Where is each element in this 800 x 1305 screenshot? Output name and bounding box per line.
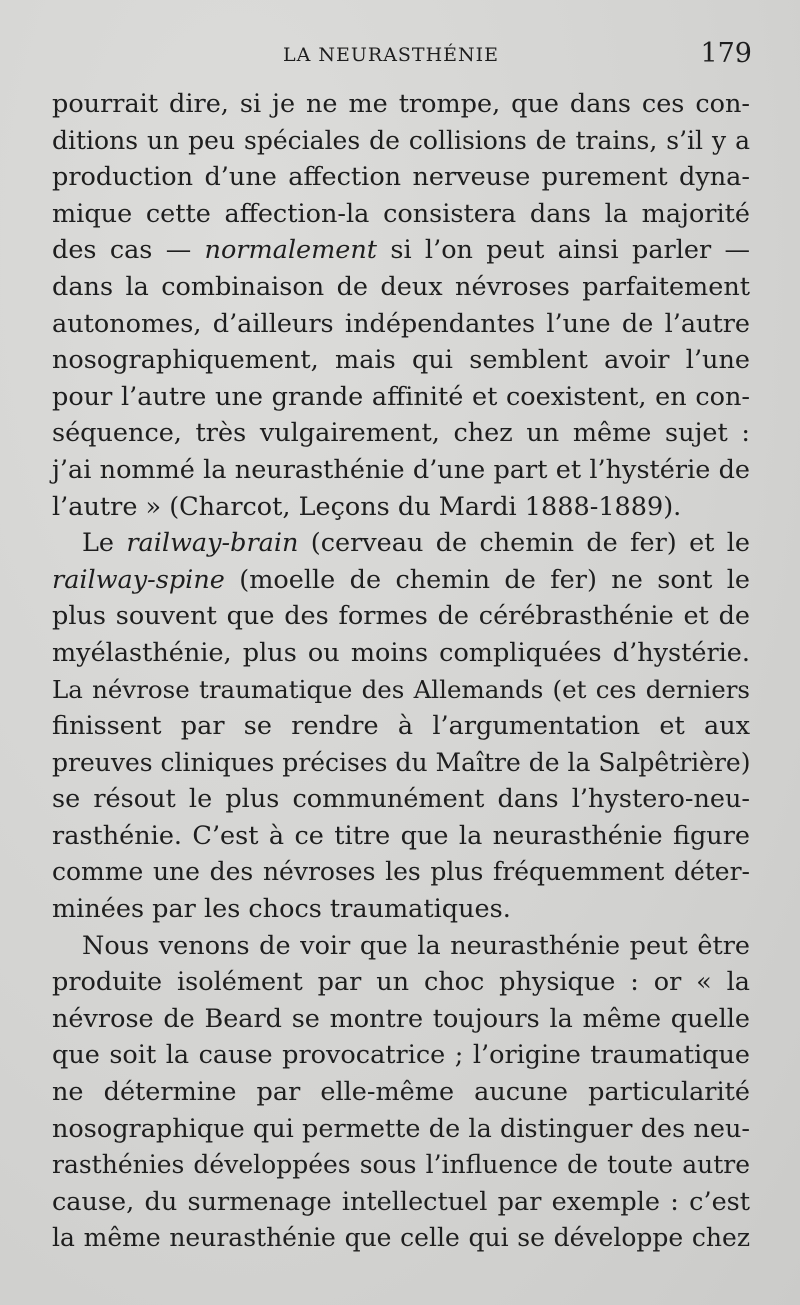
text-line: la même neurasthénie que celle qui se développe chez <box>52 1223 750 1253</box>
text-line: mique cette affection-la consistera dans la majorité <box>52 198 750 229</box>
text-line: preuves cliniques précises du Maître de la Salpêtrière) <box>52 747 751 777</box>
text-line: plus souvent que des formes de cérébrasthénie et de <box>52 601 750 632</box>
text-line: l’autre » (Charcot, Leçons du Mardi 1888-1889). <box>52 491 682 522</box>
text-line <box>52 525 750 562</box>
text-line: La névrose traumatique des Allemands (et ces derniers <box>52 674 750 704</box>
text-segment: si l’on peut ainsi parler — <box>377 235 750 266</box>
text-line: névrose de Beard se montre toujours la même quelle <box>52 1003 750 1034</box>
text-line: j’ai nommé la neurasthénie d’une part et l’hystérie de <box>52 454 750 485</box>
text-line: rasthénies développées sous l’influence de toute autre <box>52 1150 750 1180</box>
page-header <box>0 38 800 74</box>
text-line <box>52 232 750 269</box>
text-segment: (cerveau de chemin de fer) et le <box>298 528 750 559</box>
text-segment: Le <box>82 528 127 559</box>
text-line: cause, du surmenage intellectuel par exemple : c’est <box>52 1186 750 1217</box>
text-line <box>52 562 750 599</box>
text-line: finissent par se rendre à l’argumentation et aux <box>52 711 750 742</box>
text-line: autonomes, d’ailleurs indépendantes l’une de l’autre <box>52 308 750 339</box>
body-text <box>52 86 750 1257</box>
page-number: 179 <box>700 38 752 69</box>
text-line: dans la combinaison de deux névroses parfaitement <box>52 271 750 302</box>
italic-term: railway-spine <box>52 564 225 595</box>
text-line: comme une des névroses les plus fréquemment déter- <box>52 857 750 887</box>
text-line: ne détermine par elle-même aucune particularité <box>52 1077 750 1108</box>
text-line: myélasthénie, plus ou moins compliquées d’hystérie. <box>52 637 750 668</box>
text-line: Nous venons de voir que la neurasthénie peut être <box>82 930 750 961</box>
text-line: que soit la cause provocatrice ; l’origine traumatique <box>52 1040 750 1071</box>
text-line: rasthénie. C’est à ce titre que la neurasthénie figure <box>52 820 750 851</box>
text-line: production d’une affection nerveuse purement dyna- <box>52 162 750 193</box>
italic-term: normalement <box>204 235 378 266</box>
text-line: séquence, très vulgairement, chez un même sujet : <box>52 418 750 449</box>
text-line: pour l’autre une grande affinité et coexistent, en con- <box>52 381 750 412</box>
text-line: se résout le plus communément dans l’hystero-neu- <box>52 784 750 815</box>
text-segment: des cas — <box>52 235 205 266</box>
running-title: LA NEURASTHÉNIE <box>283 44 500 66</box>
text-line: ditions un peu spéciales de collisions de trains, s’il y a <box>52 125 750 155</box>
text-line: nosographique qui permette de la distinguer des neu- <box>52 1113 750 1144</box>
italic-term: railway-brain <box>126 528 299 559</box>
text-segment: (moelle de chemin de fer) ne sont le <box>224 564 750 595</box>
text-line: pourrait dire, si je ne me trompe, que dans ces con- <box>52 89 750 119</box>
text-line: produite isolément par un choc physique : or « la <box>52 967 750 998</box>
text-line: minées par les chocs traumatiques. <box>52 894 511 925</box>
text-line: nosographiquement, mais qui semblent avoir l’une <box>52 345 750 376</box>
